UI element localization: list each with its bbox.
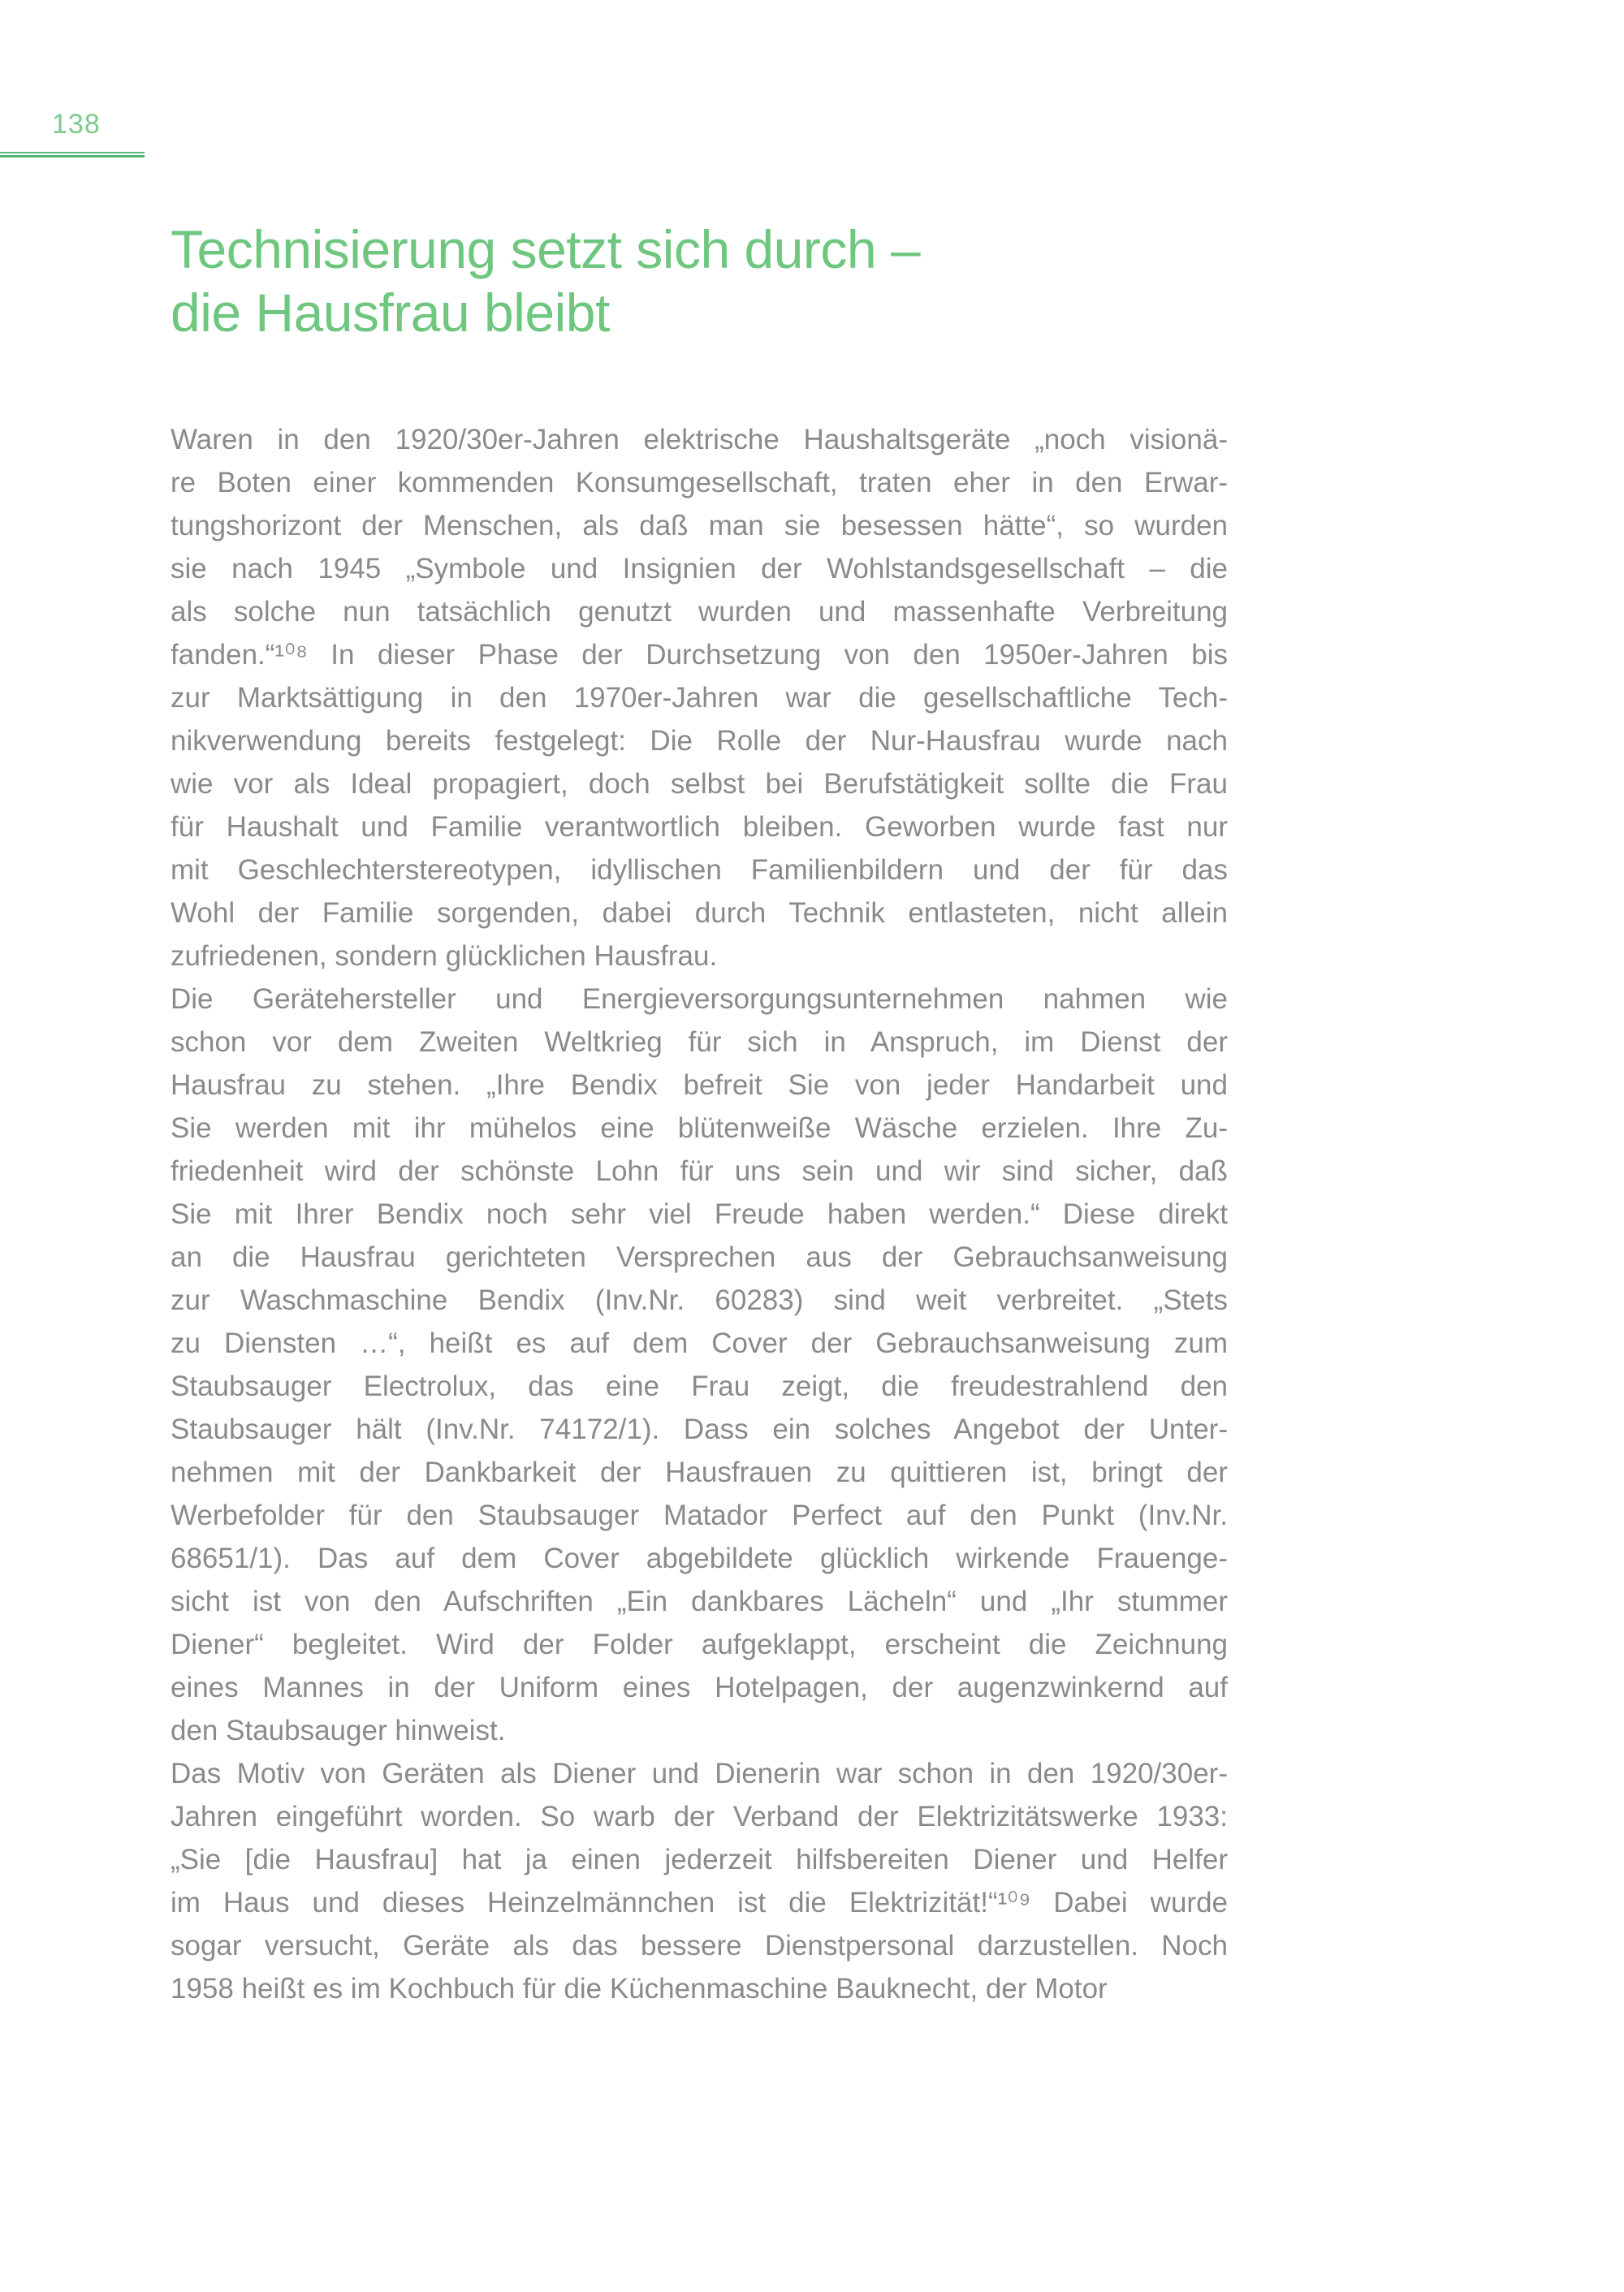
text-line: tungshorizont der Menschen, als daß man sie besessen hätte“, so wurden: [171, 510, 1228, 542]
text-line: Die Gerätehersteller und Energieversorgungsunternehmen nahmen wie: [171, 983, 1228, 1015]
text-line: eines Mannes in der Uniform eines Hotelpagen, der augenzwinkernd auf: [171, 1672, 1228, 1703]
text-line: nikverwendung bereits festgelegt: Die Rolle der Nur-Hausfrau wurde nach: [171, 725, 1228, 757]
text-line: als solche nun tatsächlich genutzt wurden und massenhafte Verbreitung: [171, 596, 1228, 628]
text-line: 1958 heißt es im Kochbuch für die Küchenmaschine Bauknecht, der Motor: [171, 1973, 1108, 2005]
text-line: fanden.“¹⁰⁸ In dieser Phase der Durchsetzung von den 1950er-Jahren bis: [171, 639, 1228, 671]
text-line: nehmen mit der Dankbarkeit der Hausfrauen zu quittieren ist, bringt der: [171, 1457, 1228, 1488]
paragraph: [171, 1752, 1228, 2010]
page-number: 138: [52, 109, 101, 140]
text-line: wie vor als Ideal propagiert, doch selbst bei Berufstätigkeit sollte die Frau: [171, 768, 1228, 800]
chapter-title: [171, 218, 920, 344]
text-line: mit Geschlechterstereotypen, idyllischen Familienbildern und der für das: [171, 854, 1228, 886]
text-line: Diener“ begleitet. Wird der Folder aufgeklappt, erscheint die Zeichnung: [171, 1629, 1228, 1660]
text-line: Wohl der Familie sorgenden, dabei durch Technik entlasteten, nicht allein: [171, 897, 1228, 929]
text-line: friedenheit wird der schönste Lohn für uns sein und wir sind sicher, daß: [171, 1155, 1228, 1187]
chapter-title-line-2: die Hausfrau bleibt: [171, 283, 610, 343]
text-line: zur Marktsättigung in den 1970er-Jahren war die gesellschaftliche Tech-: [171, 682, 1228, 714]
text-line: zur Waschmaschine Bendix (Inv.Nr. 60283) sind weit verbreitet. „Stets: [171, 1284, 1228, 1316]
chapter-title-line-1: Technisierung setzt sich durch –: [171, 219, 921, 279]
text-line: sie nach 1945 „Symbole und Insignien der Wohlstandsgesellschaft – die: [171, 553, 1228, 585]
text-line: schon vor dem Zweiten Weltkrieg für sich in Anspruch, im Dienst der: [171, 1026, 1228, 1058]
text-line: für Haushalt und Familie verantwortlich bleiben. Geworben wurde fast nur: [171, 811, 1228, 843]
text-line: Hausfrau zu stehen. „Ihre Bendix befreit Sie von jeder Handarbeit und: [171, 1069, 1228, 1101]
text-line: Sie mit Ihrer Bendix noch sehr viel Freude haben werden.“ Diese direkt: [171, 1198, 1228, 1230]
text-line: Sie werden mit ihr mühelos eine blütenweiße Wäsche erzielen. Ihre Zu-: [171, 1112, 1228, 1144]
body-text: [171, 418, 1228, 2010]
text-line: Staubsauger Electrolux, das eine Frau zeigt, die freudestrahlend den: [171, 1370, 1228, 1402]
text-line: Waren in den 1920/30er-Jahren elektrische Haushaltsgeräte „noch visionä-: [171, 424, 1228, 455]
text-line: im Haus und dieses Heinzelmännchen ist die Elektrizität!“¹⁰⁹ Dabei wurde: [171, 1887, 1228, 1919]
text-line: zufriedenen, sondern glücklichen Hausfrau.: [171, 940, 718, 972]
text-line: sogar versucht, Geräte als das bessere Dienstpersonal darzustellen. Noch: [171, 1930, 1228, 1962]
text-line: den Staubsauger hinweist.: [171, 1715, 506, 1746]
text-line: Jahren eingeführt worden. So warb der Verband der Elektrizitätswerke 1933:: [171, 1801, 1228, 1832]
text-line: Staubsauger hält (Inv.Nr. 74172/1). Dass ein solches Angebot der Unter-: [171, 1414, 1228, 1445]
text-line: zu Diensten …“, heißt es auf dem Cover der Gebrauchsanweisung zum: [171, 1327, 1228, 1359]
paragraph: [171, 978, 1228, 1752]
text-line: re Boten einer kommenden Konsumgesellschaft, traten eher in den Erwar-: [171, 467, 1228, 499]
paragraph: [171, 418, 1228, 978]
text-line: sicht ist von den Aufschriften „Ein dankbares Lächeln“ und „Ihr stummer: [171, 1586, 1228, 1617]
header-rule: [0, 152, 145, 158]
text-line: Das Motiv von Geräten als Diener und Dienerin war schon in den 1920/30er-: [171, 1758, 1228, 1789]
text-line: 68651/1). Das auf dem Cover abgebildete glücklich wirkende Frauenge-: [171, 1543, 1228, 1574]
text-line: „Sie [die Hausfrau] hat ja einen jederzeit hilfsbereiten Diener und Helfer: [171, 1844, 1228, 1875]
text-line: Werbefolder für den Staubsauger Matador Perfect auf den Punkt (Inv.Nr.: [171, 1500, 1228, 1531]
text-line: an die Hausfrau gerichteten Versprechen aus der Gebrauchsanweisung: [171, 1241, 1228, 1273]
